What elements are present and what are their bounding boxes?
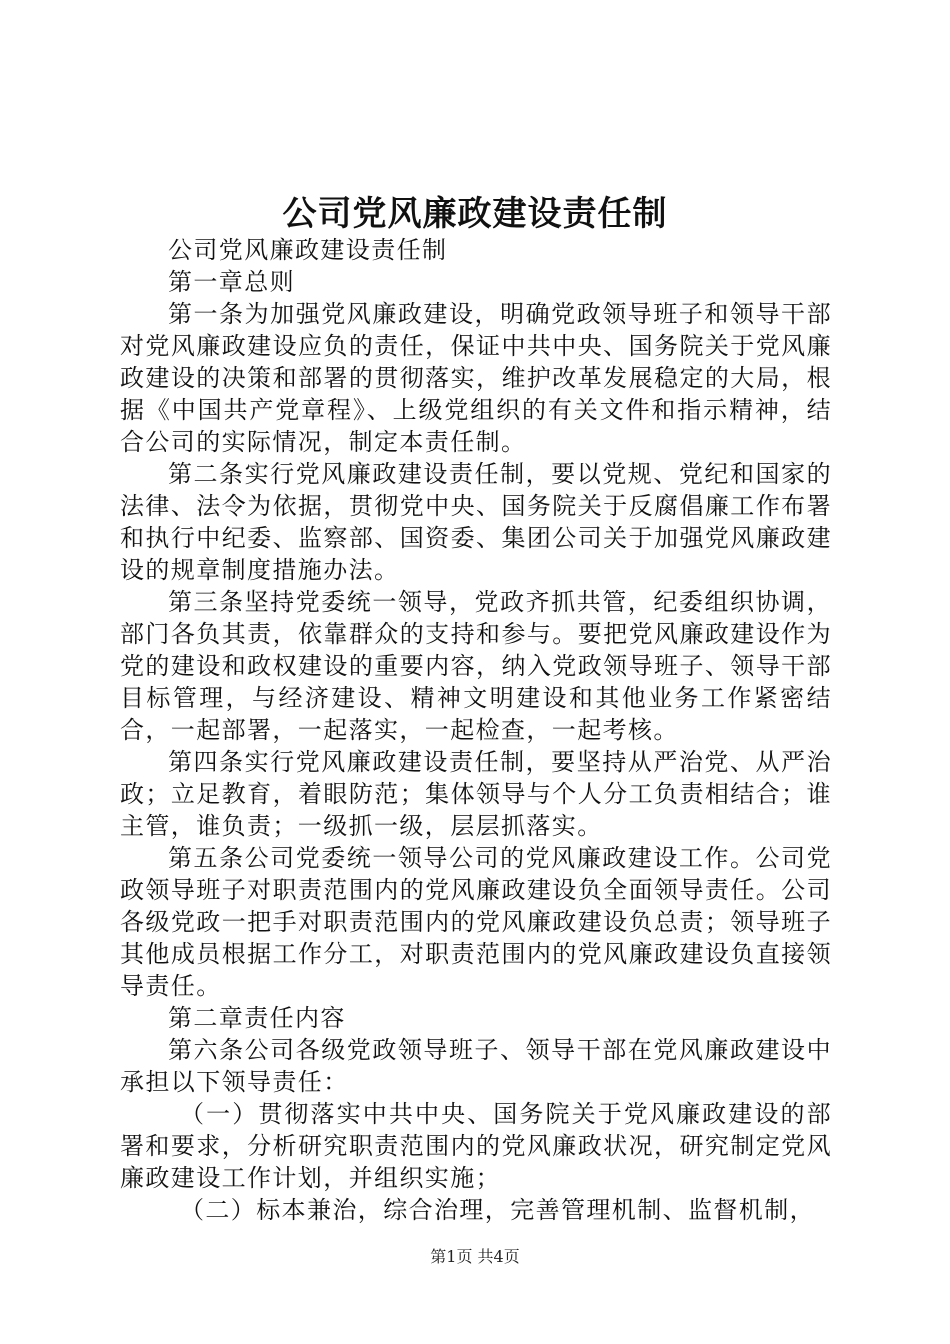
document-body [120,234,832,1226]
chapter-heading: 第二章责任内容 [168,1004,346,1032]
list-item: （二）标本兼治，综合治理，完善管理机制、监督机制， [180,1196,815,1224]
page-number: 第1页 共4页 [430,1247,520,1266]
paragraph: 第一条为加强党风廉政建设，明确党政领导班子和领导干部对党风廉政建设应负的责任，保证中共中央、国务院关于党风廉政建设的决策和部署的贯彻落实，维护改革发展稳定的大局，根据《中国共产党章程》、上级党组织的有关文件和指示精神，结合公司的实际情况，制定本责任制。 [120,300,832,456]
paragraph: 第五条公司党委统一领导公司的党风廉政建设工作。公司党政领导班子对职责范围内的党风廉政建设负全面领导责任。公司各级党政一把手对职责范围内的党风廉政建设负总责；领导班子其他成员根据工作分工，对职责范围内的党风廉政建设负直接领导责任。 [120,844,832,1000]
paragraph-subtitle: 公司党风廉政建设责任制 [168,236,448,264]
paragraph: 第六条公司各级党政领导班子、领导干部在党风廉政建设中承担以下领导责任： [120,1036,832,1096]
chapter-heading: 第一章总则 [168,268,295,296]
list-item: （一）贯彻落实中共中央、国务院关于党风廉政建设的部署和要求，分析研究职责范围内的党风廉政状况，研究制定党风廉政建设工作计划，并组织实施； [120,1100,832,1192]
paragraph: 第二条实行党风廉政建设责任制，要以党规、党纪和国家的法律、法令为依据，贯彻党中央、国务院关于反腐倡廉工作布署和执行中纪委、监察部、国资委、集团公司关于加强党风廉政建设的规章制度措施办法。 [120,460,832,584]
document-title: 公司党风廉政建设责任制 [282,194,668,234]
paragraph: 第四条实行党风廉政建设责任制，要坚持从严治党、从严治政；立足教育，着眼防范；集体领导与个人分工负责相结合；谁主管，谁负责；一级抓一级，层层抓落实。 [120,748,832,840]
paragraph: 第三条坚持党委统一领导，党政齐抓共管，纪委组织协调，部门各负其责，依靠群众的支持和参与。要把党风廉政建设作为党的建设和政权建设的重要内容，纳入党政领导班子、领导干部目标管理，与经济建设、精神文明建设和其他业务工作紧密结合，一起部署，一起落实，一起检查，一起考核。 [120,588,832,744]
